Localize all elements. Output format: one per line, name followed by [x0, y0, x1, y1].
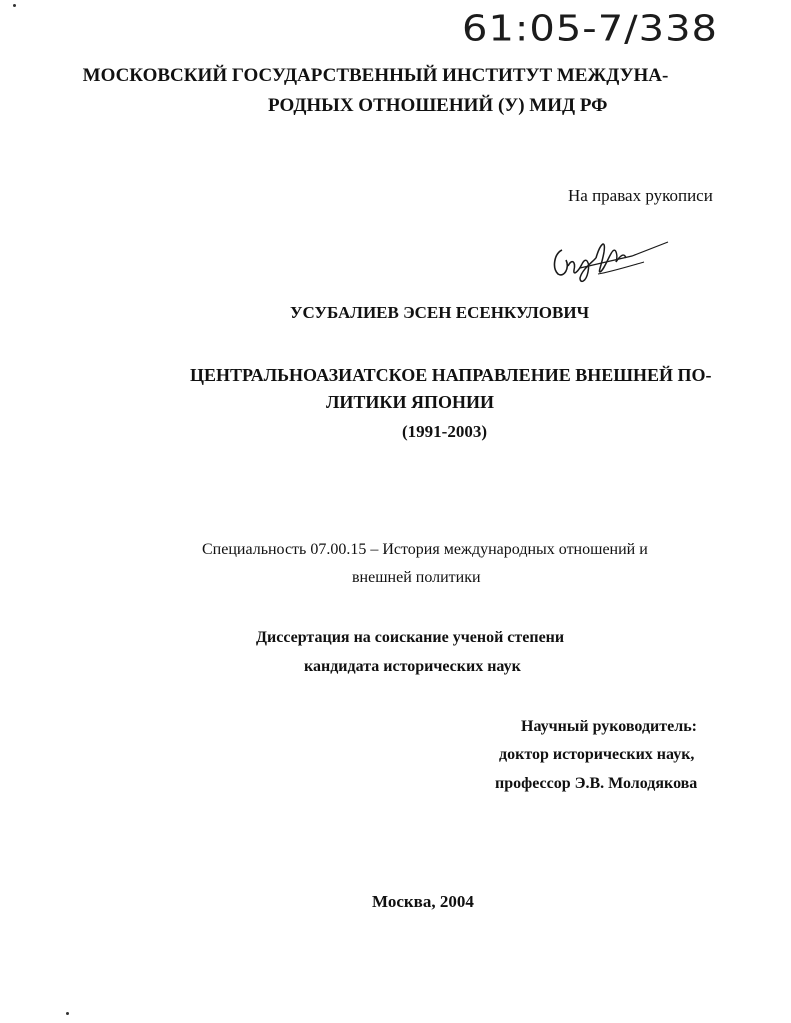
title-years: (1991-2003) [402, 422, 487, 441]
manuscript-rights: На правах рукописи [568, 186, 713, 205]
advisor-name: профессор Э.В. Молодякова [495, 775, 698, 792]
advisor-degree: доктор исторических наук, [499, 746, 695, 763]
scan-speck [13, 4, 16, 7]
scan-speck [66, 1012, 69, 1015]
title-line-2: ЛИТИКИ ЯПОНИИ [326, 392, 494, 412]
specialty-line-2: внешней политики [352, 569, 481, 586]
specialty-line-1: Специальность 07.00.15 – История международных отношений и [202, 541, 648, 558]
dissertation-line-2: кандидата исторических наук [304, 658, 521, 675]
dissertation-line-1: Диссертация на соискание ученой степени [256, 629, 565, 646]
author-name: УСУБАЛИЕВ ЭСЕН ЕСЕНКУЛОВИЧ [290, 303, 590, 322]
institution-line-1: МОСКОВСКИЙ ГОСУДАРСТВЕННЫЙ ИНСТИТУТ МЕЖДУНА- [82, 65, 669, 86]
archive-shelfmark: 61:05-7/338 [462, 8, 718, 50]
author-signature [540, 228, 675, 288]
title-line-1: ЦЕНТРАЛЬНОАЗИАТСКОЕ НАПРАВЛЕНИЕ ВНЕШНЕЙ ПО- [190, 365, 712, 385]
institution-line-2: РОДНЫХ ОТНОШЕНИЙ (У) МИД РФ [268, 95, 608, 116]
city-year: Москва, 2004 [372, 892, 474, 911]
advisor-heading: Научный руководитель: [521, 718, 697, 735]
